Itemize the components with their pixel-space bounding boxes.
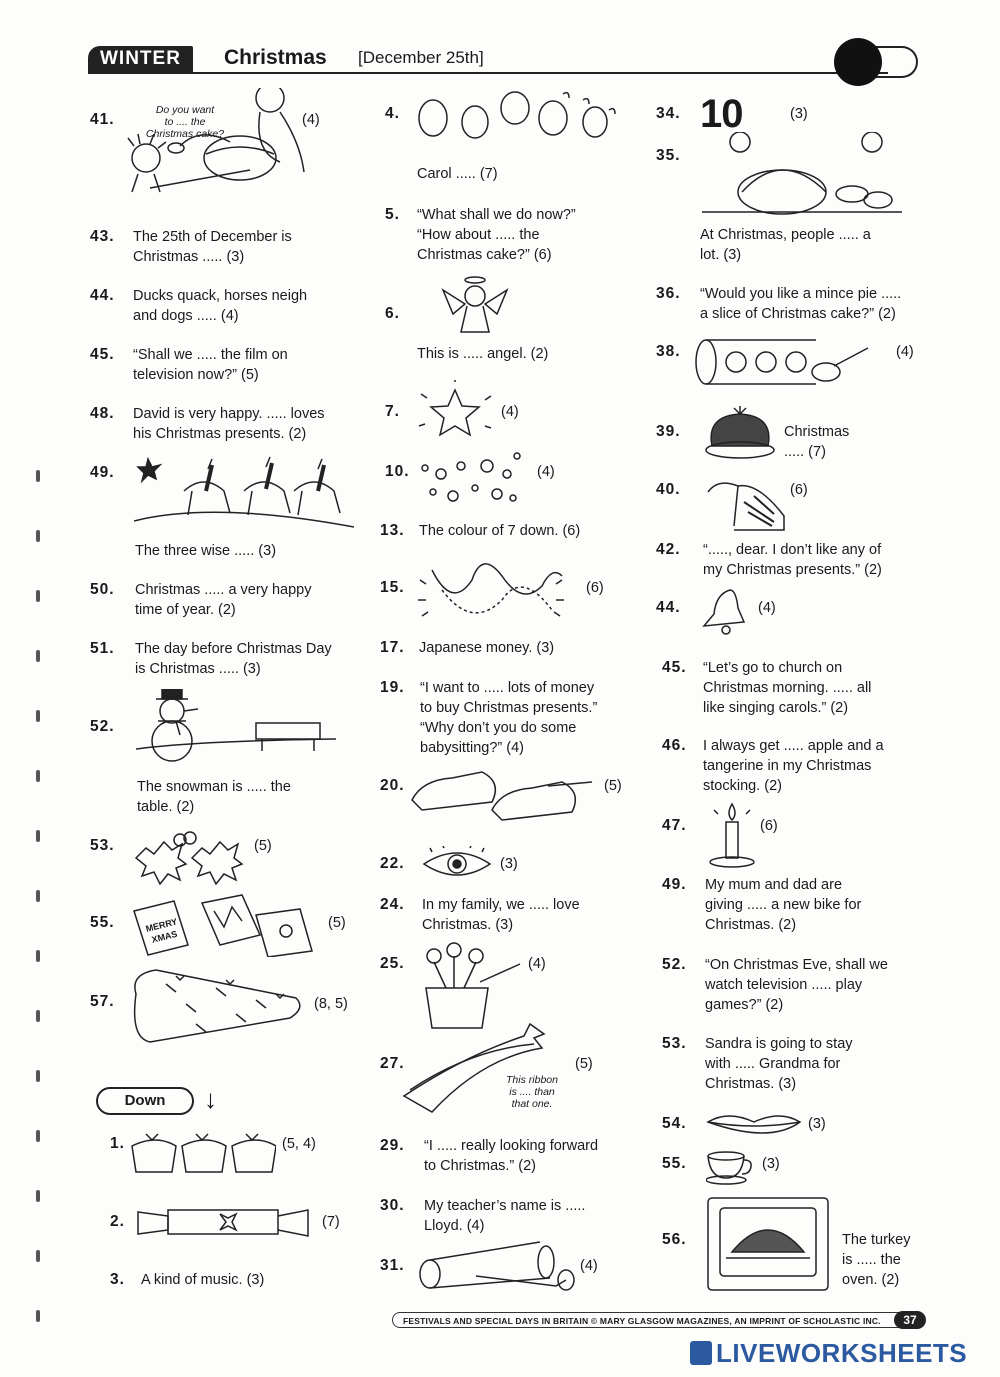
clue-number: 30. <box>380 1197 405 1214</box>
page-title: Christmas <box>224 46 327 69</box>
down-label: Down <box>96 1087 194 1115</box>
clue-number: 34. <box>656 105 681 122</box>
clue-number: 42. <box>656 541 681 558</box>
clue-number: 3. <box>110 1271 125 1288</box>
clue-20 <box>380 764 640 836</box>
clue-number: 49. <box>90 464 115 481</box>
angel-illustration <box>435 276 515 336</box>
stable-animals-illustration <box>704 472 788 536</box>
clue-text: My mum and dad are giving ..... a new bike for Christmas. (2) <box>705 877 862 933</box>
tinsel-illustration <box>412 550 572 630</box>
page-header <box>88 44 918 80</box>
carol-singers-illustration <box>413 88 623 160</box>
yule-log-illustration <box>694 332 874 392</box>
clue-text: A kind of music. (3) <box>141 1272 265 1288</box>
answer-length: (4) <box>896 344 914 360</box>
clue-35 <box>656 146 896 266</box>
clue-29 <box>380 1136 640 1178</box>
clue-text: Ducks quack, horses neigh and dogs ..... (4) <box>133 288 308 324</box>
header-rule <box>88 72 888 74</box>
oven-turkey-illustration <box>706 1196 830 1292</box>
clue-49 <box>90 463 360 563</box>
spiral-binding <box>36 470 44 1350</box>
clue-4 <box>385 104 635 188</box>
answer-length: (4) <box>528 956 546 972</box>
christmas-pudding-illustration <box>704 402 778 466</box>
answer-length: (4) <box>580 1258 598 1274</box>
logs-illustration <box>416 1236 580 1298</box>
clue-38 <box>656 332 916 392</box>
clue-56 <box>662 1196 922 1294</box>
page-date: [December 25th] <box>358 48 484 67</box>
answer-length: (3) <box>500 856 518 872</box>
clue-number: 52. <box>90 718 115 735</box>
answer-length: (3) <box>808 1116 826 1132</box>
clue-number: 4. <box>385 105 400 122</box>
clue-55b <box>662 1148 922 1188</box>
clue-text: The three wise ..... (3) <box>135 543 277 559</box>
clue-number: 2. <box>110 1213 125 1230</box>
season-tab: WINTER <box>88 46 193 72</box>
clue-5 <box>385 205 635 267</box>
answer-length: (4) <box>302 112 320 128</box>
clue-text: “Shall we ..... the film on television now?” (5) <box>133 347 288 383</box>
clue-25 <box>380 942 640 1032</box>
clue-number: 36. <box>656 285 681 302</box>
clue-number: 38. <box>656 343 681 360</box>
header-dot <box>834 38 882 86</box>
clue-number: 25. <box>380 955 405 972</box>
snowman-table-illustration <box>136 689 336 769</box>
clue-number: 44. <box>656 599 681 616</box>
bell-illustration <box>700 586 756 642</box>
clue-text: Christmas ..... a very happy time of year. (2) <box>135 582 312 618</box>
clue-text: The snowman is ..... the table. (2) <box>137 779 291 815</box>
page-number: 37 <box>894 1311 926 1329</box>
clue-57 <box>90 964 360 1044</box>
clue-36 <box>656 284 916 326</box>
clue-42 <box>656 540 916 582</box>
clue-52b <box>662 955 922 1017</box>
clue-number: 41. <box>90 111 115 128</box>
clue-15 <box>380 550 635 634</box>
clue-49b <box>662 875 922 937</box>
clue-text: I always get ..... apple and a tangerine in my Christmas stocking. (2) <box>703 738 884 794</box>
liveworksheets-brand <box>690 1338 967 1369</box>
clue-number: 17. <box>380 639 405 656</box>
clue-number: 35. <box>656 147 681 164</box>
clue-24 <box>380 895 640 937</box>
number-ten: 10 <box>700 92 743 136</box>
clue-text: “On Christmas Eve, shall we watch television ..... play games?” (2) <box>705 957 888 1013</box>
clue-number: 43. <box>90 228 115 245</box>
clue-50 <box>90 580 360 622</box>
snow-illustration <box>417 448 527 506</box>
clue-text: At Christmas, people ..... a lot. (3) <box>700 227 871 263</box>
clue-number: 22. <box>380 855 405 872</box>
clue-text: “I want to ..... lots of money to buy Christmas presents.” “Why don’t you do some babysitting?” (4) <box>420 680 598 756</box>
answer-length: (4) <box>758 600 776 616</box>
clue-text: “Let’s go to church on Christmas morning. ..... all like singing carols.” (2) <box>703 660 872 716</box>
clue-19 <box>380 678 640 760</box>
star-illustration <box>415 380 495 444</box>
brand-text: LIVEWORKSHEETS <box>716 1338 968 1368</box>
clue-number: 57. <box>90 993 115 1010</box>
clue-54 <box>662 1108 922 1144</box>
clue-number: 45. <box>662 659 687 676</box>
clue-number: 39. <box>656 423 681 440</box>
clue-text: David is very happy. ..... loves his Christmas presents. (2) <box>133 406 325 442</box>
clue-number: 44. <box>90 287 115 304</box>
clue-52 <box>90 717 360 817</box>
clue-number: 5. <box>385 206 400 223</box>
clue-27 <box>380 1020 640 1120</box>
clue-number: 29. <box>380 1137 405 1154</box>
clue-text: “What shall we do now?” “How about ..... the Christmas cake?” (6) <box>417 207 576 263</box>
answer-length: (5) <box>575 1056 593 1072</box>
clue-text: “I ..... really looking forward to Christmas.” (2) <box>424 1138 599 1174</box>
clue-number: 31. <box>380 1257 405 1274</box>
clue-45 <box>90 345 350 387</box>
answer-length: (8, 5) <box>314 996 348 1012</box>
candle-illustration <box>706 800 756 870</box>
footer-credit: FESTIVALS AND SPECIAL DAYS IN BRITAIN © MARY GLASGOW MAGAZINES, AN IMPRINT OF SCHOLASTIC INC. <box>392 1312 922 1328</box>
answer-length: (3) <box>762 1156 780 1172</box>
clue-number: 55. <box>662 1155 687 1172</box>
cracker-illustration <box>134 1200 318 1244</box>
clue-55 <box>90 893 360 959</box>
clue-number: 55. <box>90 914 115 931</box>
clue-45b <box>662 658 922 720</box>
clue-number: 48. <box>90 405 115 422</box>
clue-number: 1. <box>110 1135 125 1152</box>
answer-length: (6) <box>790 482 808 498</box>
answer-length: (6) <box>760 818 778 834</box>
clue-53 <box>90 828 360 888</box>
wrapping-paper-illustration <box>126 964 306 1044</box>
christmas-dinner-illustration <box>702 132 902 222</box>
clue-text: The turkey is ..... the oven. (2) <box>842 1232 911 1288</box>
clue-43 <box>90 227 350 269</box>
answer-length: (5) <box>254 838 272 854</box>
clue-number: 50. <box>90 581 115 598</box>
clue-41 <box>90 104 350 220</box>
clue-text: The day before Christmas Day is Christmas ..... (3) <box>135 641 332 677</box>
answer-length: (6) <box>586 580 604 596</box>
clue-number: 45. <box>90 346 115 363</box>
lips-illustration <box>704 1108 804 1142</box>
clue-number: 47. <box>662 817 687 834</box>
clue-text: Christmas ..... (7) <box>784 424 850 460</box>
clue-39 <box>656 402 916 468</box>
clue-number: 19. <box>380 679 405 696</box>
answer-length: (5) <box>604 778 622 794</box>
teacup-illustration <box>706 1148 756 1186</box>
clue-text: My teacher’s name is ..... Lloyd. (4) <box>424 1198 586 1234</box>
clue-51 <box>90 639 360 681</box>
clue-number: 20. <box>380 777 405 794</box>
clue-44 <box>90 286 350 328</box>
clue-22 <box>380 846 640 880</box>
clue-44b <box>656 586 916 642</box>
clue-number: 7. <box>385 403 400 420</box>
clue-13 <box>380 521 635 543</box>
clue-text: “Would you like a mince pie ..... a slice of Christmas cake?” (2) <box>700 286 902 322</box>
trainers-illustration <box>408 764 608 834</box>
clue-text: This is ..... angel. (2) <box>417 346 549 362</box>
clue-text: Carol ..... (7) <box>417 166 498 182</box>
clue-6 <box>385 282 635 366</box>
clue-number: 56. <box>662 1231 687 1248</box>
clue-down-1 <box>110 1130 350 1182</box>
down-arrow-icon: ↓ <box>204 1084 217 1114</box>
clue-46 <box>662 736 922 798</box>
clue-number: 49. <box>662 876 687 893</box>
clue-number: 15. <box>380 579 405 596</box>
clue-40 <box>656 472 916 538</box>
clue-number: 24. <box>380 896 405 913</box>
answer-length: (3) <box>790 106 808 122</box>
mince-pies-illustration <box>126 1126 276 1178</box>
wise-men-camels-illustration <box>134 451 354 535</box>
answer-length: (4) <box>537 464 555 480</box>
cake-bowl-illustration <box>110 88 330 198</box>
holly-illustration <box>132 828 252 886</box>
clue-down-3 <box>110 1270 350 1294</box>
clue-34 <box>656 104 856 134</box>
clue-31 <box>380 1236 640 1300</box>
clue-text: Sandra is going to stay with ..... Grandma for Christmas. (3) <box>705 1036 853 1092</box>
clue-7 <box>385 380 635 446</box>
answer-length: (7) <box>322 1214 340 1230</box>
answer-length: (5, 4) <box>282 1136 316 1152</box>
eye-illustration <box>422 846 492 880</box>
ribbon-caption: This ribbon is .... than that one. <box>506 1074 558 1110</box>
clue-number: 53. <box>90 837 115 854</box>
clue-number: 51. <box>90 640 115 657</box>
clue-number: 40. <box>656 481 681 498</box>
clue-number: 46. <box>662 737 687 754</box>
clue-text: “....., dear. I don’t like any of my Christmas presents.” (2) <box>703 542 882 578</box>
clue-text: The 25th of December is Christmas ..... (3) <box>133 229 292 265</box>
clue-number: 52. <box>662 956 687 973</box>
clue-text: The colour of 7 down. (6) <box>419 523 581 539</box>
clue-48 <box>90 404 360 446</box>
clue-47 <box>662 800 922 872</box>
clue-text: Japanese money. (3) <box>419 640 555 656</box>
clue-number: 13. <box>380 522 405 539</box>
clue-30 <box>380 1196 640 1238</box>
liveworksheets-logo-icon <box>690 1341 712 1365</box>
card-text: MERRY XMAS <box>144 916 179 945</box>
clue-number: 53. <box>662 1035 687 1052</box>
flower-pot-illustration <box>420 942 530 1032</box>
clue-10 <box>385 448 635 508</box>
answer-length: (4) <box>501 404 519 420</box>
answer-length: (5) <box>328 915 346 931</box>
clue-number: 10. <box>385 463 410 480</box>
clue-number: 27. <box>380 1055 405 1072</box>
clue-down-2 <box>110 1200 360 1248</box>
clue-17 <box>380 638 635 660</box>
clue-53b <box>662 1034 922 1096</box>
clue-number: 54. <box>662 1115 687 1132</box>
speech-bubble: Do you want to .... the Christmas cake? <box>145 104 225 140</box>
clue-text: In my family, we ..... love Christmas. (3) <box>422 897 580 933</box>
clue-number: 6. <box>385 305 400 322</box>
